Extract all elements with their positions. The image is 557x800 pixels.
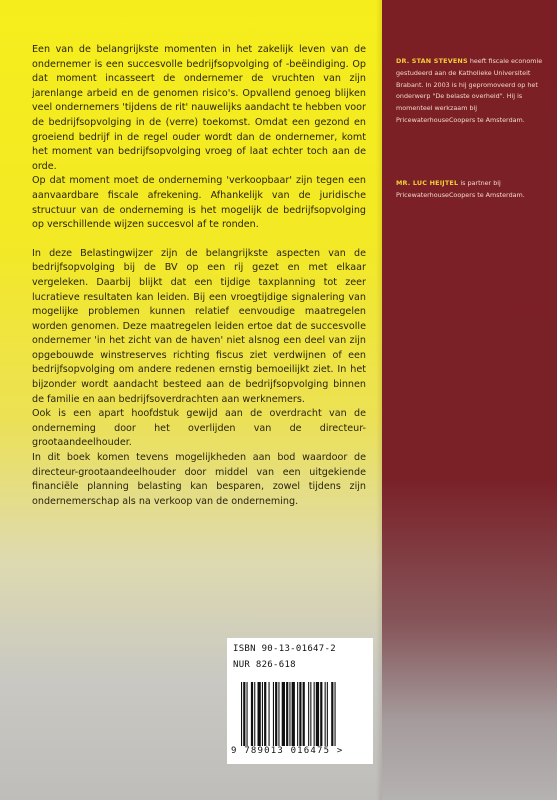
blurb-paragraph-2: Op dat moment moet de onderneming 'verkoopbaar' zijn tegen een aanvaardbare fiscale afrekening. Afhankelijk van de juridische structuur van de onderneming is het mogelijk de bedrijfsopvolging op verschillende wijzen succesvol af te ronden. xyxy=(32,175,366,231)
author-name: DR. STAN STEVENS xyxy=(396,57,468,65)
nur-label: NUR 826-618 xyxy=(233,660,296,670)
blurb-paragraph-5: In dit boek komen tevens mogelijkheden aan bod waardoor de directeur-grootaandeelhouder door middel van een uitgekiende financiële planning belasting kan besparen, zowel tijdens zijn ondernemerschap als na verkoop van de onderneming. xyxy=(32,452,366,507)
author-bio-stevens xyxy=(396,56,546,127)
barcode-box xyxy=(227,638,373,764)
blurb-text xyxy=(32,43,366,509)
blurb-paragraph-1: Een van de belangrijkste momenten in het zakelijk leven van de ondernemer is een succesvolle bedrijfsopvolging of -beëindiging. Op dat moment incasseert de ondernemer de vruchten van zijn jarenlange arbeid en de genomen risico's. Opvallend genoeg blijken veel ondernemers 'tijdens de rit' nauwelijks aandacht te hebben voor de bedrijfsopvolging in de (verre) toekomst. Omdat een gezond en groeiend bedrijf in de regel ouder wordt dan de ondernemer, komt het moment van bedrijfsopvolging vroeg of laat echter toch aan de orde. xyxy=(32,44,366,172)
author-name: MR. LUC HEIJTEL xyxy=(396,179,459,187)
barcode-icon xyxy=(241,682,369,746)
author-bio-text: is partner bij PricewaterhouseCoopers te Amsterdam. xyxy=(396,179,525,199)
author-bio-heijtel xyxy=(396,178,546,202)
blurb-paragraph-4: Ook is een apart hoofdstuk gewijd aan de overdracht van de onderneming door het overlijden van de directeur-grootaandeelhouder. xyxy=(32,408,366,449)
barcode-number: 9 789013 016475 > xyxy=(231,746,344,756)
isbn-label: ISBN 90-13-01647-2 xyxy=(233,644,336,654)
author-bio-text: heeft fiscale economie gestudeerd aan de Katholieke Universiteit Brabant. In 2003 is hij gepromoveerd op het onderwerp "De belaste overheid". Hij is momenteel werkzaam bij PricewaterhouseCoopers te Amsterdam. xyxy=(396,57,543,124)
blurb-paragraph-3: In deze Belastingwijzer zijn de belangrijkste aspecten van de bedrijfsopvolging bij de BV op een rij gezet en met elkaar vergeleken. Daarbij blijkt dat een tijdige taxplanning tot zeer lucratieve resultaten kan leiden. Bij een vroegtijdige signalering van mogelijke problemen kunnen relatief eenvoudige maatregelen worden genomen. Deze maatregelen leiden ertoe dat de succesvolle ondernemer 'in het zicht van de haven' niet alsnog een deel van zijn opgebouwde winstreserves richting fiscus ziet verdwijnen of een bedrijfsopvolging om andere redenen ernstig bemoeilijkt ziet. In het bijzonder wordt aandacht besteed aan de bedrijfsopvolging binnen de familie en aan bedrijfsoverdrachten aan werknemers. xyxy=(32,247,366,405)
